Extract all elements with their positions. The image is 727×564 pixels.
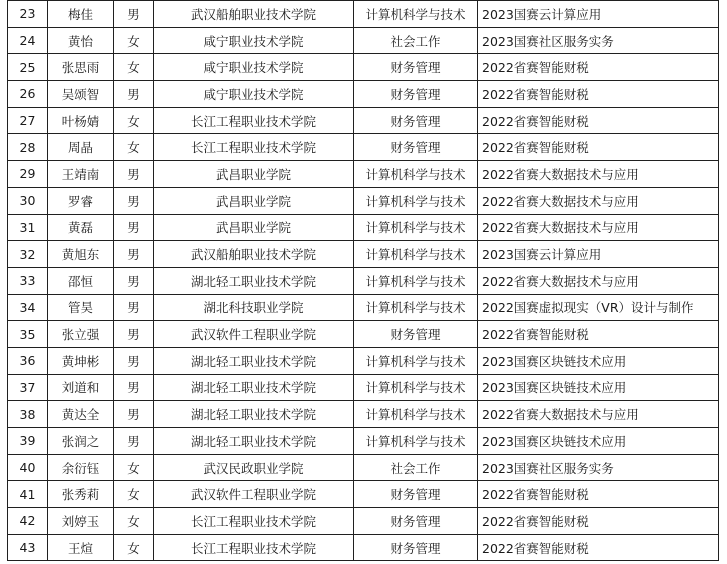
school-cell: 武汉软件工程职业学院: [154, 481, 354, 508]
major-cell: 社会工作: [354, 27, 478, 54]
competition-cell: 2023国赛区块链技术应用: [478, 374, 719, 401]
table-body: [8, 1, 719, 561]
table-row: [8, 107, 719, 134]
school-cell: 武昌职业学院: [154, 187, 354, 214]
major-cell: 财务管理: [354, 54, 478, 81]
gender-cell: 男: [114, 214, 154, 241]
gender-cell: 男: [114, 267, 154, 294]
gender-cell: 女: [114, 107, 154, 134]
row-number-cell: 40: [8, 454, 48, 481]
gender-cell: 女: [114, 481, 154, 508]
gender-cell: 男: [114, 1, 154, 28]
table-row: [8, 508, 719, 535]
school-cell: 武昌职业学院: [154, 161, 354, 188]
student-table: [7, 0, 719, 561]
row-number-cell: 27: [8, 107, 48, 134]
major-cell: 财务管理: [354, 81, 478, 108]
table-row: [8, 347, 719, 374]
name-cell: 张思雨: [48, 54, 114, 81]
school-cell: 武汉船舶职业技术学院: [154, 241, 354, 268]
row-number-cell: 36: [8, 347, 48, 374]
gender-cell: 女: [114, 508, 154, 535]
school-cell: 长江工程职业技术学院: [154, 534, 354, 561]
school-cell: 湖北轻工职业技术学院: [154, 267, 354, 294]
major-cell: 财务管理: [354, 534, 478, 561]
school-cell: 咸宁职业技术学院: [154, 54, 354, 81]
competition-cell: 2022省赛智能财税: [478, 508, 719, 535]
major-cell: 计算机科学与技术: [354, 401, 478, 428]
row-number-cell: 25: [8, 54, 48, 81]
school-cell: 长江工程职业技术学院: [154, 107, 354, 134]
name-cell: 叶杨婧: [48, 107, 114, 134]
name-cell: 张立强: [48, 321, 114, 348]
gender-cell: 男: [114, 401, 154, 428]
name-cell: 刘道和: [48, 374, 114, 401]
table-row: [8, 454, 719, 481]
major-cell: 社会工作: [354, 454, 478, 481]
competition-cell: 2023国赛社区服务实务: [478, 27, 719, 54]
major-cell: 计算机科学与技术: [354, 214, 478, 241]
gender-cell: 男: [114, 321, 154, 348]
name-cell: 罗睿: [48, 187, 114, 214]
gender-cell: 女: [114, 54, 154, 81]
name-cell: 王煊: [48, 534, 114, 561]
table-row: [8, 214, 719, 241]
table-row: [8, 1, 719, 28]
row-number-cell: 39: [8, 428, 48, 455]
school-cell: 湖北轻工职业技术学院: [154, 401, 354, 428]
major-cell: 计算机科学与技术: [354, 374, 478, 401]
row-number-cell: 35: [8, 321, 48, 348]
table-row: [8, 428, 719, 455]
major-cell: 计算机科学与技术: [354, 294, 478, 321]
gender-cell: 男: [114, 428, 154, 455]
competition-cell: 2022省赛大数据技术与应用: [478, 401, 719, 428]
school-cell: 武汉民政职业学院: [154, 454, 354, 481]
major-cell: 计算机科学与技术: [354, 1, 478, 28]
table-row: [8, 54, 719, 81]
name-cell: 黄磊: [48, 214, 114, 241]
table-row: [8, 241, 719, 268]
competition-cell: 2023国赛云计算应用: [478, 1, 719, 28]
row-number-cell: 31: [8, 214, 48, 241]
row-number-cell: 33: [8, 267, 48, 294]
row-number-cell: 34: [8, 294, 48, 321]
name-cell: 黄达全: [48, 401, 114, 428]
school-cell: 湖北轻工职业技术学院: [154, 374, 354, 401]
gender-cell: 男: [114, 294, 154, 321]
table-row: [8, 81, 719, 108]
school-cell: 武汉软件工程职业学院: [154, 321, 354, 348]
row-number-cell: 24: [8, 27, 48, 54]
school-cell: 武汉船舶职业技术学院: [154, 1, 354, 28]
competition-cell: 2023国赛区块链技术应用: [478, 428, 719, 455]
table-row: [8, 481, 719, 508]
name-cell: 邵恒: [48, 267, 114, 294]
row-number-cell: 30: [8, 187, 48, 214]
competition-cell: 2022省赛智能财税: [478, 481, 719, 508]
name-cell: 张秀莉: [48, 481, 114, 508]
table-row: [8, 161, 719, 188]
gender-cell: 男: [114, 81, 154, 108]
major-cell: 计算机科学与技术: [354, 428, 478, 455]
row-number-cell: 42: [8, 508, 48, 535]
name-cell: 黄旭东: [48, 241, 114, 268]
major-cell: 财务管理: [354, 134, 478, 161]
table-row: [8, 267, 719, 294]
gender-cell: 女: [114, 134, 154, 161]
competition-cell: 2022省赛大数据技术与应用: [478, 214, 719, 241]
competition-cell: 2022省赛智能财税: [478, 81, 719, 108]
table-row: [8, 401, 719, 428]
competition-cell: 2022省赛大数据技术与应用: [478, 267, 719, 294]
major-cell: 计算机科学与技术: [354, 241, 478, 268]
gender-cell: 女: [114, 27, 154, 54]
major-cell: 财务管理: [354, 481, 478, 508]
gender-cell: 男: [114, 347, 154, 374]
gender-cell: 女: [114, 454, 154, 481]
competition-cell: 2023国赛社区服务实务: [478, 454, 719, 481]
name-cell: 刘婷玉: [48, 508, 114, 535]
school-cell: 长江工程职业技术学院: [154, 134, 354, 161]
school-cell: 武昌职业学院: [154, 214, 354, 241]
name-cell: 张润之: [48, 428, 114, 455]
major-cell: 财务管理: [354, 508, 478, 535]
row-number-cell: 28: [8, 134, 48, 161]
row-number-cell: 38: [8, 401, 48, 428]
table-row: [8, 187, 719, 214]
competition-cell: 2023国赛区块链技术应用: [478, 347, 719, 374]
row-number-cell: 41: [8, 481, 48, 508]
school-cell: 湖北轻工职业技术学院: [154, 428, 354, 455]
name-cell: 黄怡: [48, 27, 114, 54]
row-number-cell: 37: [8, 374, 48, 401]
table-row: [8, 321, 719, 348]
school-cell: 湖北轻工职业技术学院: [154, 347, 354, 374]
major-cell: 计算机科学与技术: [354, 267, 478, 294]
competition-cell: 2022省赛智能财税: [478, 54, 719, 81]
competition-cell: 2022省赛智能财税: [478, 134, 719, 161]
name-cell: 余衍钰: [48, 454, 114, 481]
name-cell: 王靖南: [48, 161, 114, 188]
competition-cell: 2022省赛大数据技术与应用: [478, 187, 719, 214]
gender-cell: 女: [114, 534, 154, 561]
table-row: [8, 134, 719, 161]
row-number-cell: 29: [8, 161, 48, 188]
table-row: [8, 374, 719, 401]
competition-cell: 2023国赛云计算应用: [478, 241, 719, 268]
competition-cell: 2022国赛虚拟现实（VR）设计与制作: [478, 294, 719, 321]
name-cell: 梅佳: [48, 1, 114, 28]
row-number-cell: 43: [8, 534, 48, 561]
name-cell: 黄坤彬: [48, 347, 114, 374]
competition-cell: 2022省赛大数据技术与应用: [478, 161, 719, 188]
major-cell: 计算机科学与技术: [354, 161, 478, 188]
name-cell: 管昊: [48, 294, 114, 321]
gender-cell: 男: [114, 374, 154, 401]
gender-cell: 男: [114, 161, 154, 188]
row-number-cell: 26: [8, 81, 48, 108]
major-cell: 计算机科学与技术: [354, 187, 478, 214]
table-row: [8, 27, 719, 54]
table-row: [8, 534, 719, 561]
row-number-cell: 32: [8, 241, 48, 268]
competition-cell: 2022省赛智能财税: [478, 321, 719, 348]
school-cell: 湖北科技职业学院: [154, 294, 354, 321]
school-cell: 咸宁职业技术学院: [154, 81, 354, 108]
school-cell: 长江工程职业技术学院: [154, 508, 354, 535]
major-cell: 计算机科学与技术: [354, 347, 478, 374]
competition-cell: 2022省赛智能财税: [478, 107, 719, 134]
gender-cell: 男: [114, 241, 154, 268]
name-cell: 周晶: [48, 134, 114, 161]
major-cell: 财务管理: [354, 321, 478, 348]
school-cell: 咸宁职业技术学院: [154, 27, 354, 54]
major-cell: 财务管理: [354, 107, 478, 134]
name-cell: 吴颂智: [48, 81, 114, 108]
competition-cell: 2022省赛智能财税: [478, 534, 719, 561]
row-number-cell: 23: [8, 1, 48, 28]
gender-cell: 男: [114, 187, 154, 214]
table-row: [8, 294, 719, 321]
